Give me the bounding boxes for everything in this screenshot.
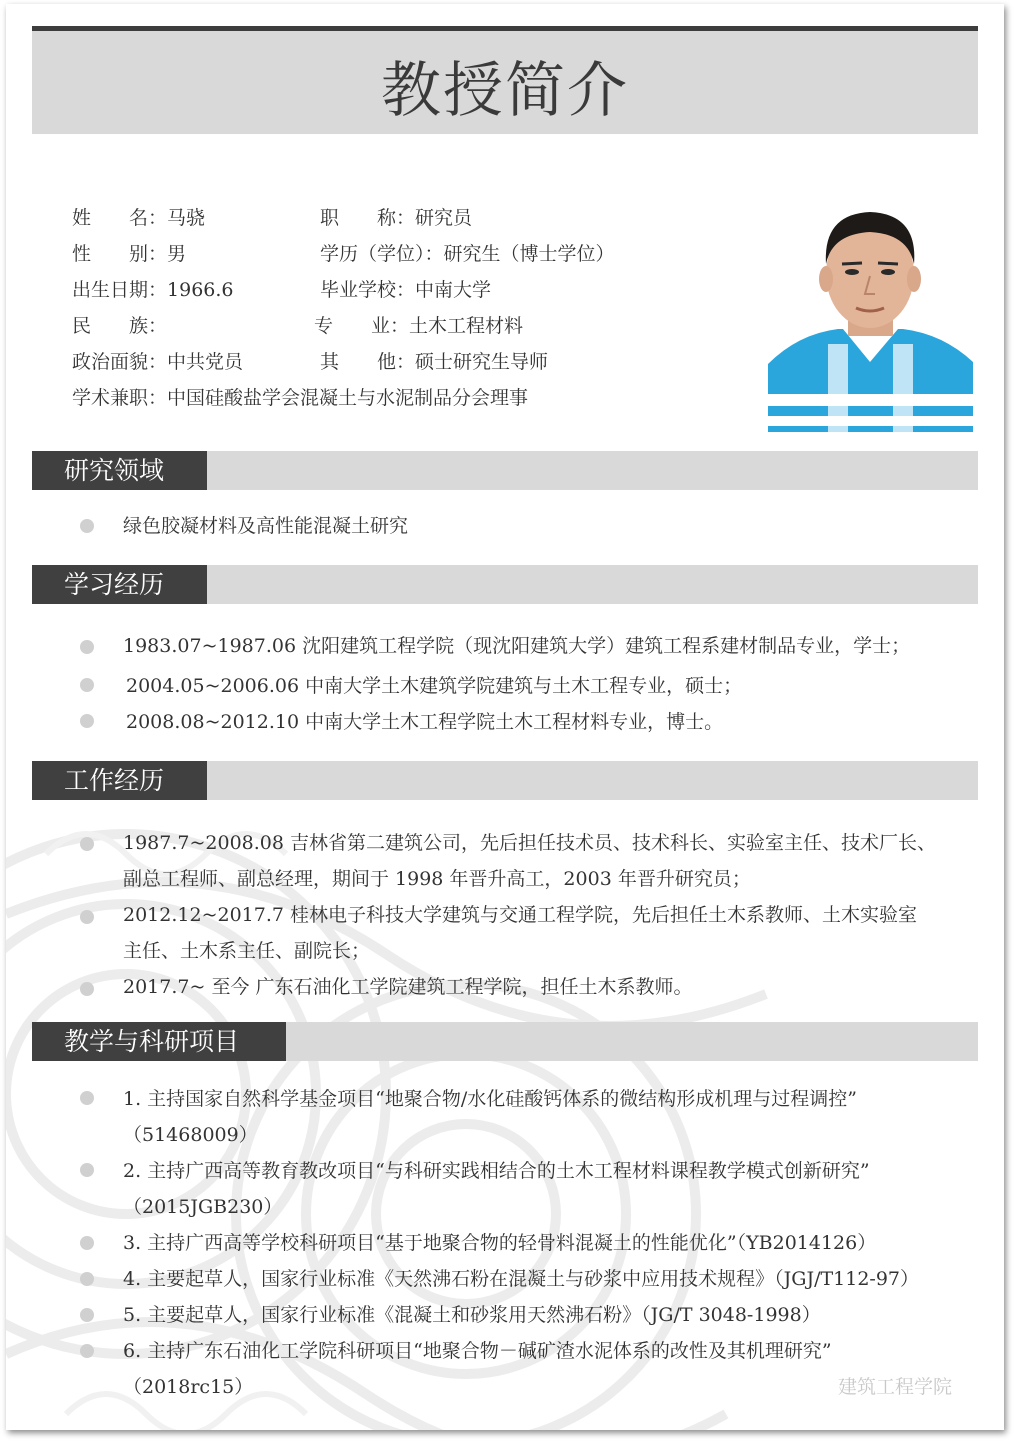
project-item-3	[123, 1225, 983, 1261]
research-item-1: 绿色胶凝材料及高性能混凝土研究	[123, 515, 409, 537]
info-political	[72, 347, 243, 374]
academic-label: 学术兼职：	[72, 387, 168, 409]
section-education-heading: 学习经历	[32, 565, 207, 604]
bullet-icon	[80, 1272, 94, 1286]
project-item-6-line-1: 6. 主持广东石油化工学院科研项目“地聚合物－碱矿渣水泥体系的改性及其机理研究”	[123, 1340, 832, 1362]
major-value: 土木工程材料	[409, 315, 524, 337]
section-projects	[32, 1022, 978, 1061]
title-label: 职 称：	[320, 207, 416, 229]
academic-value: 中国硅酸盐学会混凝土与水泥制品分会理事	[167, 387, 529, 409]
project-item-1-line-2: （51468009）	[123, 1124, 258, 1146]
section-work	[32, 761, 978, 800]
work-item-1	[123, 825, 983, 897]
info-gender	[72, 239, 186, 266]
project-item-3-line-1: 3. 主持广西高等学校科研项目“基于地聚合物的轻骨料混凝土的性能优化”（YB2014126）	[123, 1232, 877, 1254]
project-item-4	[123, 1261, 983, 1297]
section-work-heading: 工作经历	[32, 761, 207, 800]
bullet-icon	[80, 837, 94, 851]
project-item-2-line-1: 2. 主持广西高等教育教改项目“与科研实践相结合的土木工程材料课程教学模式创新研究”	[123, 1160, 870, 1182]
project-item-5	[123, 1297, 983, 1333]
info-ethnic	[72, 311, 167, 338]
bullet-icon	[80, 1344, 94, 1358]
degree-value: 研究生（博士学位）	[443, 243, 615, 265]
work-item-2	[123, 897, 983, 969]
bullet-icon	[80, 1091, 94, 1105]
project-item-2-line-2: （2015JGB230）	[123, 1196, 283, 1218]
info-school	[320, 275, 491, 302]
footer-school-name: 建筑工程学院	[838, 1376, 953, 1398]
education-item-2: 2004.05~2006.06 中南大学土木建筑学院建筑与土木工程专业，硕士；	[126, 675, 743, 697]
work-item-1-line-2: 副总工程师、副总经理，期间于 1998 年晋升高工，2003 年晋升研究员；	[123, 868, 751, 890]
project-item-4-line-1: 4. 主要起草人，国家行业标准《天然沸石粉在混凝土与砂浆中应用技术规程》（JGJ/T112-97）	[123, 1268, 920, 1290]
bullet-icon	[80, 1163, 94, 1177]
work-item-3-line-1: 2017.7~ 至今 广东石油化工学院建筑工程学院，担任土木系教师。	[123, 976, 693, 998]
info-title	[320, 203, 472, 230]
info-degree	[320, 239, 615, 266]
major-label: 专 业：	[314, 315, 410, 337]
section-research	[32, 451, 978, 490]
section-research-heading: 研究领域	[32, 451, 207, 490]
info-major	[314, 311, 523, 338]
work-item-1-line-1: 1987.7~2008.08 吉林省第二建筑公司，先后担任技术员、技术科长、实验室主任、技术厂长、	[123, 832, 937, 854]
project-item-2	[123, 1153, 983, 1225]
other-label: 其 他：	[320, 351, 416, 373]
info-academic	[72, 383, 528, 410]
project-item-1-line-1: 1. 主持国家自然科学基金项目“地聚合物/水化硅酸钙体系的微结构形成机理与过程调控”	[123, 1088, 857, 1110]
bullet-icon	[80, 1308, 94, 1322]
info-birth	[72, 275, 234, 302]
title-value: 研究员	[415, 207, 473, 229]
degree-label: 学历（学位）：	[320, 243, 444, 265]
info-name	[72, 203, 205, 230]
profile-page	[6, 4, 1004, 1430]
name-label: 姓 名：	[72, 207, 168, 229]
title-banner	[32, 26, 978, 134]
section-education	[32, 565, 978, 604]
bullet-icon	[80, 678, 94, 692]
project-item-5-line-1: 5. 主要起草人，国家行业标准《混凝土和砂浆用天然沸石粉》（JG/T 3048-1998）	[123, 1304, 821, 1326]
bullet-icon	[80, 1236, 94, 1250]
portrait-photo	[768, 194, 973, 432]
bullet-icon	[80, 519, 94, 533]
bullet-icon	[80, 982, 94, 996]
page-title: 教授简介	[381, 56, 629, 126]
project-item-6-line-2: （2018rc15）	[123, 1376, 254, 1398]
birth-value: 1966.6	[167, 279, 234, 301]
ethnic-label: 民 族：	[72, 315, 168, 337]
work-item-2-line-2: 主任、土木系主任、副院长；	[123, 940, 371, 962]
bullet-icon	[80, 910, 94, 924]
education-item-3: 2008.08~2012.10 中南大学土木工程学院土木工程材料专业，博士。	[126, 711, 724, 733]
political-value: 中共党员	[167, 351, 244, 373]
project-item-1	[123, 1081, 983, 1153]
info-other	[320, 347, 548, 374]
education-item-1: 1983.07~1987.06 沈阳建筑工程学院（现沈阳建筑大学）建筑工程系建材制品专业，学士；	[123, 635, 911, 657]
work-item-2-line-1: 2012.12~2017.7 桂林电子科技大学建筑与交通工程学院，先后担任土木系教师、土木实验室	[123, 904, 918, 926]
gender-value: 男	[167, 243, 187, 265]
name-value: 马骁	[167, 207, 206, 229]
gender-label: 性 别：	[72, 243, 168, 265]
bullet-icon	[80, 640, 94, 654]
other-value: 硕士研究生导师	[415, 351, 549, 373]
bullet-icon	[80, 714, 94, 728]
political-label: 政治面貌：	[72, 351, 168, 373]
work-item-3	[123, 969, 983, 1005]
section-projects-heading: 教学与科研项目	[32, 1022, 286, 1061]
school-value: 中南大学	[415, 279, 492, 301]
birth-label: 出生日期：	[72, 279, 168, 301]
school-label: 毕业学校：	[320, 279, 416, 301]
